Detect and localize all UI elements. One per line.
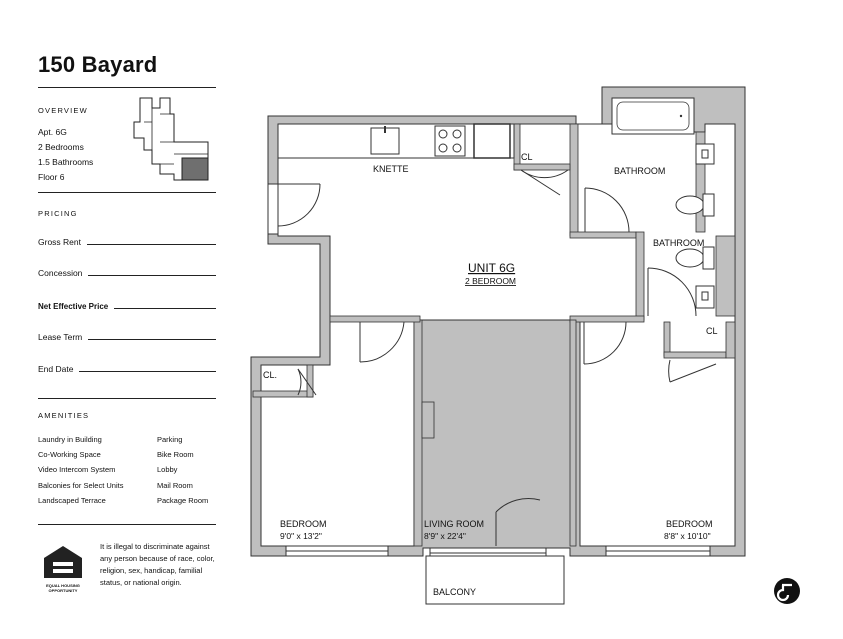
pricing-heading: PRICING	[38, 209, 78, 218]
label-bedroom-left-dim: 9'0" x 13'2"	[280, 531, 322, 541]
brand-logo-icon	[772, 576, 802, 606]
amenity-item: Mail Room	[157, 481, 193, 490]
amenity-item: Video Intercom System	[38, 465, 116, 474]
pricing-label-lease-term: Lease Term	[38, 332, 83, 342]
overview-bathrooms: 1.5 Bathrooms	[38, 157, 94, 167]
amenity-item: Package Room	[157, 496, 209, 505]
label-closet-bedroom-right: CL	[706, 326, 718, 336]
label-unit-sub: 2 BEDROOM	[465, 276, 517, 286]
label-balcony: BALCONY	[433, 587, 477, 597]
pricing-label-concession: Concession	[38, 268, 83, 278]
pricing-label-gross-rent: Gross Rent	[38, 237, 81, 247]
equal-housing-caption-1: EQUAL HOUSING	[46, 583, 80, 588]
label-closet-kitchen: CL	[521, 152, 533, 162]
amenity-item: Bike Room	[157, 450, 194, 459]
label-bedroom-right-dim: 8'8" x 10'10"	[664, 531, 711, 541]
amenity-item: Balconies for Select Units	[38, 481, 124, 490]
label-bedroom-left: BEDROOM	[280, 519, 327, 529]
toilet-icon	[676, 249, 704, 267]
bathtub-basin	[617, 102, 689, 130]
label-living-dim: 8'9" x 22'4"	[424, 531, 466, 541]
overview-bedrooms: 2 Bedrooms	[38, 142, 84, 152]
pricing-label-net-effective: Net Effective Price	[38, 302, 109, 311]
label-knette: KNETTE	[373, 164, 409, 174]
label-unit: UNIT 6G	[468, 261, 516, 275]
pricing-label-end-date: End Date	[38, 364, 74, 374]
amenities-heading: AMENITIES	[38, 411, 90, 420]
label-living: LIVING ROOM	[424, 519, 485, 529]
refrigerator-icon	[474, 124, 510, 158]
label-bathroom-2: BATHROOM	[653, 238, 705, 248]
amenity-item: Parking	[157, 435, 183, 444]
label-closet-bedroom-left: CL.	[263, 370, 278, 380]
toilet-icon	[676, 196, 704, 214]
amenity-item: Laundry in Building	[38, 435, 102, 444]
stove-icon	[435, 126, 465, 156]
amenity-item: Lobby	[157, 465, 178, 474]
overview-apt: Apt. 6G	[38, 127, 67, 137]
equal-housing-caption-2: OPPORTUNITY	[48, 588, 78, 593]
overview-floor: Floor 6	[38, 172, 65, 182]
label-bedroom-right: BEDROOM	[666, 519, 713, 529]
building-title: 150 Bayard	[38, 52, 158, 77]
drain-icon	[680, 115, 682, 117]
amenity-item: Co-Working Space	[38, 450, 101, 459]
label-bathroom-1: BATHROOM	[614, 166, 666, 176]
overview-heading: OVERVIEW	[38, 106, 88, 115]
amenity-item: Landscaped Terrace	[38, 496, 106, 505]
fair-housing-statement: It is illegal to discriminate against any person because of race, color, religion, sex, handicap, familial status, or national origin.	[100, 542, 215, 587]
